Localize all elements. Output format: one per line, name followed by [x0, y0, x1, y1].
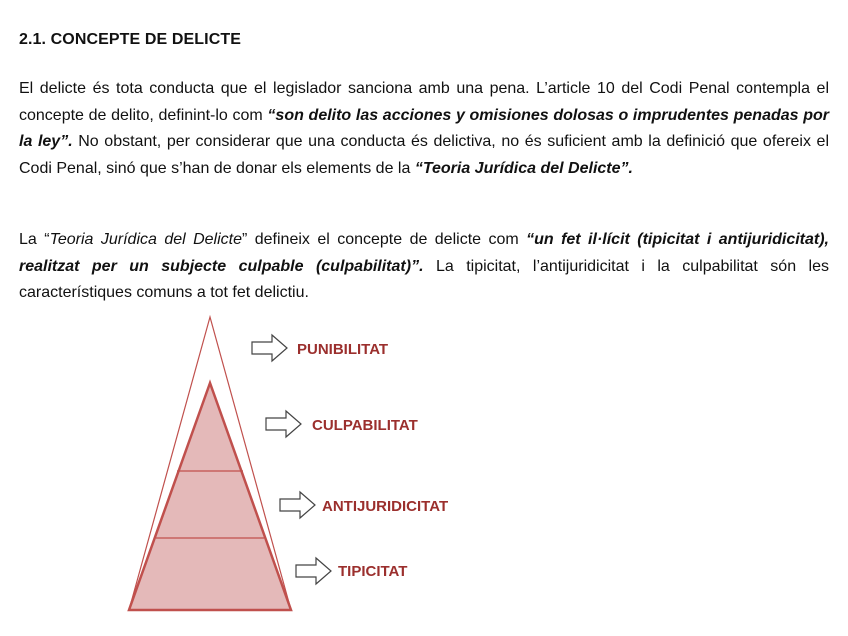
level-punibilitat: PUNIBILITAT [297, 341, 389, 358]
theory-title-quote: “Teoria Jurídica del Delicte”. [414, 160, 633, 178]
level-antijuridicitat: ANTIJURIDICITAT [322, 498, 449, 515]
paragraph-text: La tipicitat, l’antijuridicitat i la culpabilitat són les característiques comuns a tot fet delictiu. [19, 257, 830, 302]
theory-name: Teoria Jurídica del Delicte [49, 231, 242, 248]
arrow-right-icon [280, 492, 315, 518]
arrow-right-icon [266, 411, 301, 437]
arrow-right-icon [296, 558, 331, 584]
section-heading: 2.1. CONCEPTE DE DELICTE [19, 31, 241, 48]
paragraph-text: ” defineix el concepte de delicte com [242, 231, 527, 248]
paragraph-text: La “ [19, 231, 50, 248]
paragraph-text: El delicte és tota conducta que el legislador sanciona amb una pena. L’article 10 del Codi Penal contempla el concepte de delito, definint-lo com [19, 80, 829, 124]
level-tipicitat: TIPICITAT [338, 563, 408, 580]
inner-pyramid [129, 383, 291, 610]
codi-penal-quote: “son delito las acciones y omisiones dolosas o imprudentes penadas por la ley”. [19, 106, 829, 151]
delicte-definition-quote: “un fet il·lícit (tipicitat i antijuridicitat), realitzat per un subjecte culpable (culpabilitat)”. [19, 231, 830, 275]
level-culpabilitat: CULPABILITAT [312, 417, 418, 434]
paragraph-text: No obstant, per considerar que una conducta és delictiva, no és suficient amb la definició que ofereix el Codi Penal, sinó que s’han de donar els elements de la [19, 133, 829, 178]
arrow-right-icon [252, 335, 287, 361]
